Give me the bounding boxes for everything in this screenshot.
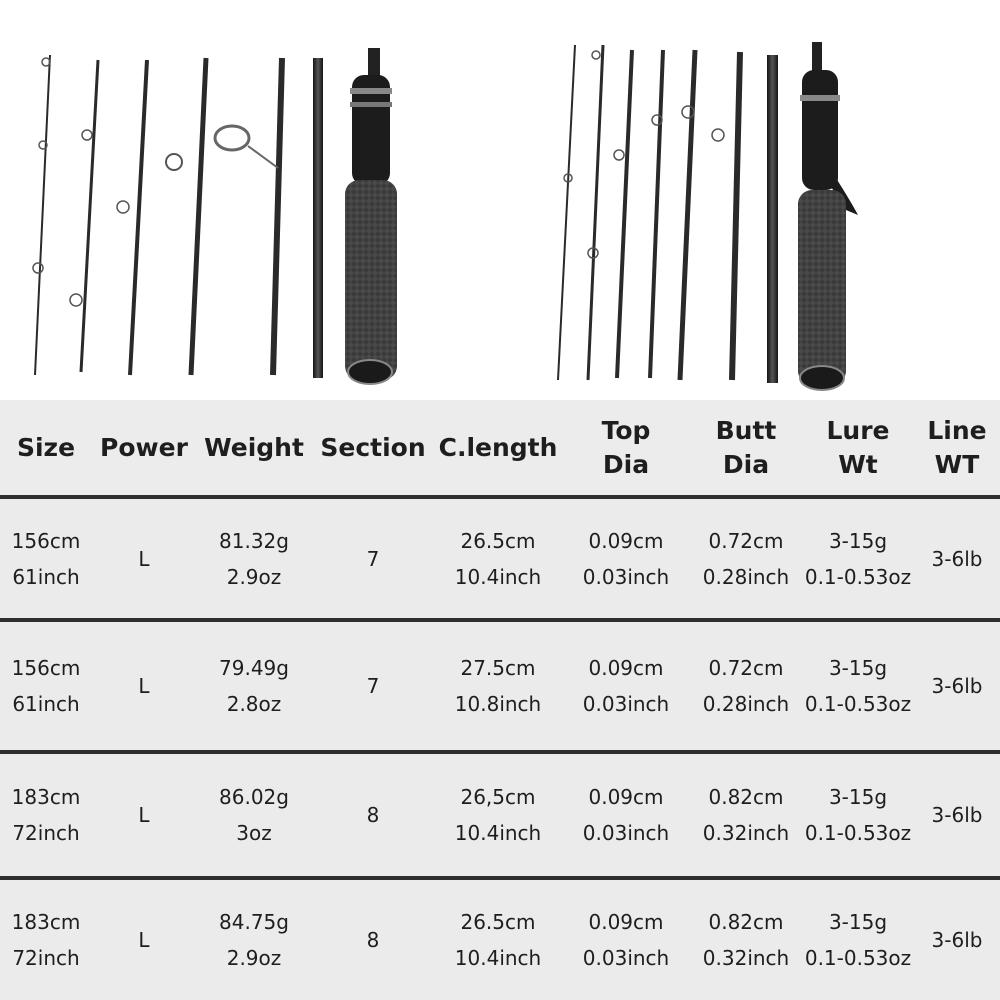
- weight-g: 84.75g: [219, 910, 289, 934]
- table-row: [0, 499, 1000, 618]
- lure-wt-g: 3-15g: [828, 910, 888, 934]
- clength-cm: 26.5cm: [460, 528, 536, 553]
- spec-table-header: [0, 400, 1000, 495]
- power-value: L: [138, 928, 150, 952]
- section-value: 7: [366, 674, 380, 698]
- cell-size: [0, 499, 92, 618]
- clength-inch: 10.4inch: [454, 946, 542, 970]
- header-weight: [196, 400, 312, 495]
- section-value: 8: [366, 803, 380, 827]
- table-row: [0, 880, 1000, 1000]
- cell-size: [0, 880, 92, 1000]
- butt-dia-cm: 0.72cm: [708, 656, 784, 680]
- cell-section: [312, 880, 434, 1000]
- header-section: [312, 400, 434, 495]
- size-cm: 156cm: [11, 528, 81, 553]
- butt-dia-inch: 0.28inch: [702, 692, 790, 716]
- cell-butt-dia: [690, 622, 802, 750]
- header-power: [92, 400, 196, 495]
- power-value: L: [138, 546, 150, 571]
- weight-g: 79.49g: [219, 656, 289, 680]
- product-photo: [0, 0, 1000, 400]
- cell-power: [92, 754, 196, 876]
- cell-butt-dia: [690, 880, 802, 1000]
- cell-size: [0, 622, 92, 750]
- size-cm: 183cm: [11, 785, 81, 809]
- cell-line-wt: [914, 754, 1000, 876]
- clength-inch: 10.4inch: [454, 564, 542, 589]
- weight-g: 81.32g: [219, 528, 289, 553]
- clength-inch: 10.4inch: [454, 821, 542, 845]
- header-clength-label: C.length: [438, 432, 558, 462]
- clength-cm: 26.5cm: [460, 910, 536, 934]
- size-inch: 61inch: [12, 564, 80, 589]
- cell-butt-dia: [690, 499, 802, 618]
- header-top-dia-line2: Dia: [602, 449, 650, 479]
- butt-dia-inch: 0.28inch: [702, 564, 790, 589]
- header-line-wt: [914, 400, 1000, 495]
- top-dia-cm: 0.09cm: [588, 785, 664, 809]
- size-inch: 61inch: [12, 692, 80, 716]
- top-dia-inch: 0.03inch: [582, 946, 670, 970]
- cell-power: [92, 622, 196, 750]
- line-wt-value: 3-6lb: [931, 674, 983, 698]
- top-dia-cm: 0.09cm: [588, 656, 664, 680]
- clength-cm: 26,5cm: [460, 785, 536, 809]
- header-lure-wt-line2: Wt: [838, 449, 878, 479]
- weight-oz: 2.8oz: [226, 692, 282, 716]
- header-line-wt-line1: Line: [927, 415, 987, 445]
- header-lure-wt-line1: Lure: [826, 415, 890, 445]
- lure-wt-oz: 0.1-0.53oz: [804, 821, 912, 845]
- cell-top-dia: [562, 622, 690, 750]
- cell-section: [312, 622, 434, 750]
- header-line-wt-line2: WT: [934, 449, 980, 479]
- lure-wt-g: 3-15g: [828, 785, 888, 809]
- lure-wt-oz: 0.1-0.53oz: [804, 564, 912, 589]
- top-dia-inch: 0.03inch: [582, 821, 670, 845]
- cell-line-wt: [914, 880, 1000, 1000]
- size-inch: 72inch: [12, 946, 80, 970]
- header-weight-label: Weight: [204, 432, 304, 462]
- line-wt-value: 3-6lb: [931, 803, 983, 827]
- header-butt-dia-line2: Dia: [722, 449, 770, 479]
- cell-size: [0, 754, 92, 876]
- weight-oz: 2.9oz: [226, 946, 282, 970]
- section-value: 7: [366, 546, 380, 571]
- size-cm: 156cm: [11, 656, 81, 680]
- section-value: 8: [366, 928, 380, 952]
- top-dia-cm: 0.09cm: [588, 910, 664, 934]
- cell-power: [92, 880, 196, 1000]
- cell-top-dia: [562, 754, 690, 876]
- cell-clength: [434, 622, 562, 750]
- cell-top-dia: [562, 880, 690, 1000]
- header-butt-dia: [690, 400, 802, 495]
- header-lure-wt: [802, 400, 914, 495]
- cell-lure-wt: [802, 880, 914, 1000]
- cell-clength: [434, 754, 562, 876]
- cell-weight: [196, 499, 312, 618]
- weight-g: 86.02g: [219, 785, 289, 809]
- line-wt-value: 3-6lb: [931, 928, 983, 952]
- header-size-label: Size: [16, 432, 76, 462]
- butt-dia-inch: 0.32inch: [702, 821, 790, 845]
- rod-illustration: [0, 0, 1000, 400]
- top-dia-inch: 0.03inch: [582, 692, 670, 716]
- cell-power: [92, 499, 196, 618]
- butt-dia-cm: 0.82cm: [708, 910, 784, 934]
- cell-clength: [434, 880, 562, 1000]
- power-value: L: [138, 803, 150, 827]
- spinning-rod-7-section-photo: [33, 48, 397, 384]
- header-butt-dia-line1: Butt: [715, 415, 777, 445]
- butt-dia-inch: 0.32inch: [702, 946, 790, 970]
- cell-weight: [196, 754, 312, 876]
- header-power-label: Power: [100, 432, 188, 462]
- butt-dia-cm: 0.72cm: [708, 528, 784, 553]
- cell-lure-wt: [802, 754, 914, 876]
- clength-inch: 10.8inch: [454, 692, 542, 716]
- cell-clength: [434, 499, 562, 618]
- header-section-label: Section: [320, 432, 426, 462]
- header-size: [0, 400, 92, 495]
- size-cm: 183cm: [11, 910, 81, 934]
- cell-lure-wt: [802, 499, 914, 618]
- line-wt-value: 3-6lb: [931, 546, 983, 571]
- cell-line-wt: [914, 499, 1000, 618]
- butt-dia-cm: 0.82cm: [708, 785, 784, 809]
- size-inch: 72inch: [12, 821, 80, 845]
- header-top-dia-line1: Top: [601, 415, 651, 445]
- power-value: L: [138, 674, 150, 698]
- lure-wt-oz: 0.1-0.53oz: [804, 692, 912, 716]
- cell-top-dia: [562, 499, 690, 618]
- clength-cm: 27.5cm: [460, 656, 536, 680]
- cell-section: [312, 754, 434, 876]
- cell-weight: [196, 880, 312, 1000]
- table-row: [0, 622, 1000, 750]
- lure-wt-g: 3-15g: [828, 528, 888, 553]
- cell-weight: [196, 622, 312, 750]
- header-clength: [434, 400, 562, 495]
- cell-section: [312, 499, 434, 618]
- lure-wt-g: 3-15g: [828, 656, 888, 680]
- top-dia-inch: 0.03inch: [582, 564, 670, 589]
- table-row: [0, 754, 1000, 876]
- cell-lure-wt: [802, 622, 914, 750]
- cell-butt-dia: [690, 754, 802, 876]
- lure-wt-oz: 0.1-0.53oz: [804, 946, 912, 970]
- weight-oz: 3oz: [236, 821, 272, 845]
- weight-oz: 2.9oz: [226, 564, 282, 589]
- cell-line-wt: [914, 622, 1000, 750]
- casting-rod-8-section-photo: [558, 42, 858, 390]
- top-dia-cm: 0.09cm: [588, 528, 664, 553]
- header-top-dia: [562, 400, 690, 495]
